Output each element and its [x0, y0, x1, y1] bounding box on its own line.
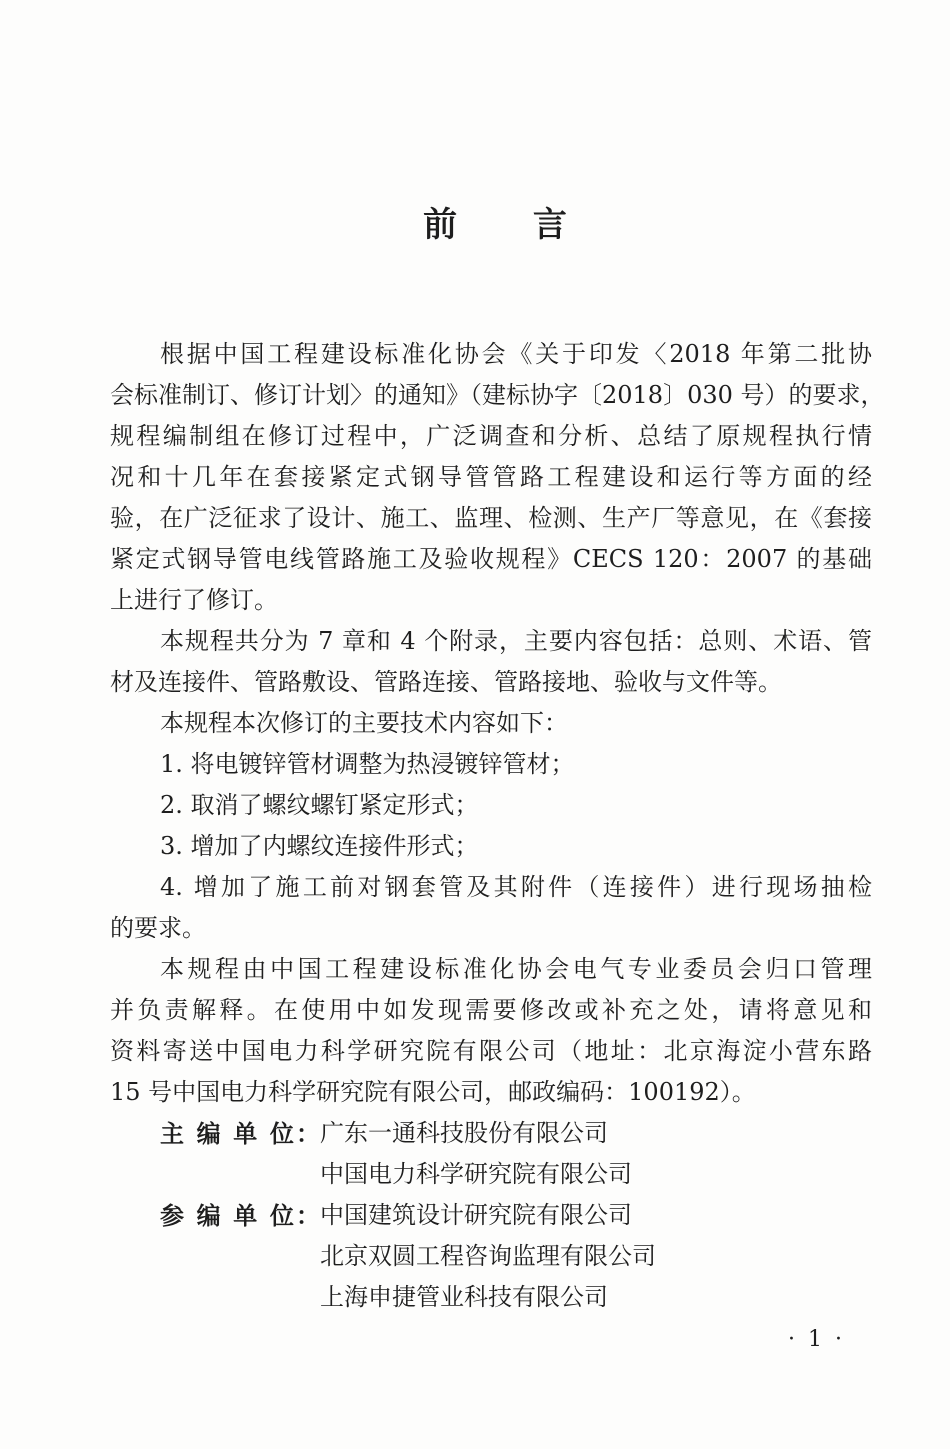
participating-unit-label: 参 编 单 位： [160, 1201, 320, 1230]
preface-body [110, 334, 885, 1318]
page-number: · 1 · [788, 1327, 842, 1352]
participating-unit-row-1 [110, 1195, 872, 1236]
participating-unit-1: 中国建筑设计研究院有限公司 [320, 1201, 632, 1229]
paragraph-1-line-4: 况和十几年在套接紧定式钢导管管路工程建设和运行等方面的经 [110, 463, 872, 491]
participating-unit-row-3 [110, 1277, 872, 1318]
paragraph-2-line-1: 本规程共分为 7 章和 4 个附录，主要内容包括：总则、术语、管 [160, 627, 872, 655]
paragraph-4-line-1: 本规程由中国工程建设标准化协会电气专业委员会归口管理 [160, 955, 872, 983]
paragraph-1-line-3: 规程编制组在修订过程中，广泛调查和分析、总结了原规程执行情 [110, 422, 872, 450]
paragraph-4-line-4: 15 号中国电力科学研究院有限公司，邮政编码：100192）。 [110, 1078, 756, 1106]
list-item-1: 1. 将电镀锌管材调整为热浸镀锌管材； [160, 750, 575, 778]
list-item-3: 3. 增加了内螺纹连接件形式； [160, 832, 479, 860]
list-item-2: 2. 取消了螺纹螺钉紧定形式； [160, 791, 479, 819]
participating-unit-row-2 [110, 1236, 872, 1277]
chief-editor-unit-2: 中国电力科学研究院有限公司 [320, 1160, 632, 1188]
paragraph-1-line-1: 根据中国工程建设标准化协会《关于印发〈2018 年第二批协 [160, 340, 872, 368]
chief-editor-unit-row-1 [110, 1113, 872, 1154]
page-title: 前 言 [423, 205, 567, 245]
participating-unit-3: 上海申捷管业科技有限公司 [320, 1283, 608, 1311]
paragraph-4-line-3: 资料寄送中国电力科学研究院有限公司（地址：北京海淀小营东路 [110, 1037, 872, 1065]
paragraph-3-line-1: 本规程本次修订的主要技术内容如下： [160, 709, 568, 737]
paragraph-1-line-6: 紧定式钢导管电线管路施工及验收规程》CECS 120：2007 的基础 [110, 545, 872, 573]
paragraph-2-line-2: 材及连接件、管路敷设、管路连接、管路接地、验收与文件等。 [110, 668, 782, 696]
chief-editor-unit-row-2 [110, 1154, 872, 1195]
paragraph-4-line-2: 并负责解释。在使用中如发现需要修改或补充之处，请将意见和 [110, 996, 872, 1024]
chief-editor-unit-1: 广东一通科技股份有限公司 [320, 1119, 608, 1147]
list-item-4-line-2: 的要求。 [110, 914, 206, 942]
list-item-4-line-1: 4. 增加了施工前对钢套管及其附件（连接件）进行现场抽检 [160, 873, 872, 901]
participating-unit-2: 北京双圆工程咨询监理有限公司 [320, 1242, 656, 1270]
paragraph-1-line-7: 上进行了修订。 [110, 586, 278, 614]
chief-editor-unit-label: 主 编 单 位： [160, 1119, 320, 1148]
paragraph-1-line-2: 会标准制订、修订计划〉的通知》（建标协字〔2018〕030 号）的要求， [110, 381, 885, 409]
paragraph-1-line-5: 验，在广泛征求了设计、施工、监理、检测、生产厂等意见，在《套接 [110, 504, 872, 532]
